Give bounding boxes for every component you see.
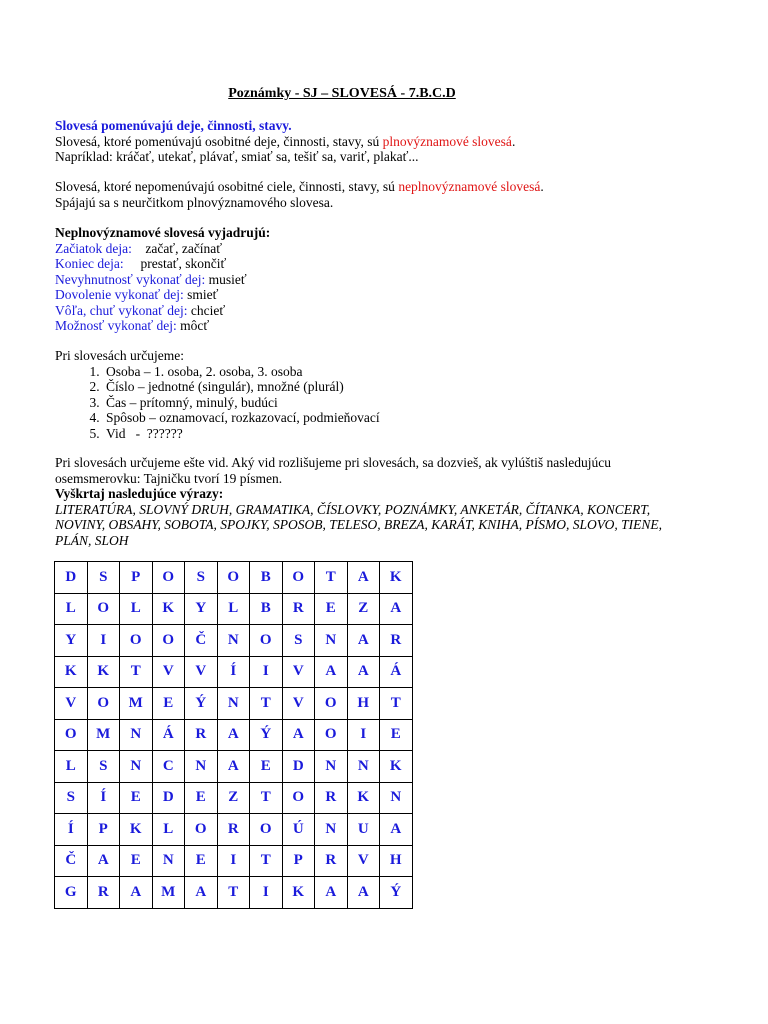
grid-cell[interactable]: A (185, 877, 218, 909)
grid-cell[interactable]: Z (217, 782, 250, 814)
grid-cell[interactable]: V (55, 688, 88, 720)
word-search-grid (54, 561, 413, 909)
grid-cell[interactable]: K (120, 814, 153, 846)
grid-cell[interactable]: O (315, 719, 348, 751)
grid-cell[interactable]: P (120, 562, 153, 594)
grid-cell[interactable]: N (217, 625, 250, 657)
grid-cell[interactable]: N (152, 845, 185, 877)
grid-cell[interactable]: M (120, 688, 153, 720)
grid-row (55, 625, 413, 657)
grid-cell[interactable]: S (55, 782, 88, 814)
grid-cell[interactable]: I (250, 656, 283, 688)
grid-cell[interactable]: A (315, 656, 348, 688)
grid-cell[interactable]: E (380, 719, 413, 751)
grid-cell[interactable]: V (282, 688, 315, 720)
grid-cell[interactable]: A (87, 845, 120, 877)
modal-item-label: Koniec deja: (55, 256, 124, 271)
grid-cell[interactable]: R (282, 593, 315, 625)
grid-cell[interactable]: G (55, 877, 88, 909)
grid-cell[interactable]: V (152, 656, 185, 688)
intro-line-1: Slovesá, ktoré pomenúvajú osobitné deje, činnosti, stavy, sú plnovýznamové slovesá. (55, 133, 516, 149)
grid-cell[interactable]: T (380, 688, 413, 720)
modal-item-label: Vôľa, chuť vykonať dej: (55, 302, 188, 318)
grid-cell[interactable]: B (250, 562, 283, 594)
words-line-3: PLÁN, SLOH (55, 532, 129, 548)
grid-cell[interactable]: Y (185, 593, 218, 625)
grid-row (55, 877, 413, 909)
categories-intro: Pri slovesách určujeme: (55, 348, 184, 363)
grid-cell[interactable]: N (120, 719, 153, 751)
grid-cell[interactable]: S (282, 625, 315, 657)
grid-cell[interactable]: V (282, 656, 315, 688)
grid-cell[interactable]: Á (152, 719, 185, 751)
grid-cell[interactable]: L (55, 751, 88, 783)
grid-cell[interactable]: L (55, 593, 88, 625)
modal-item (55, 287, 735, 303)
grid-cell[interactable]: O (282, 562, 315, 594)
grid-cell[interactable]: S (87, 751, 120, 783)
intro-heading: Slovesá pomenúvajú deje, činnosti, stavy. (55, 118, 292, 133)
grid-cell[interactable]: O (120, 625, 153, 657)
grid-cell[interactable]: Ý (250, 719, 283, 751)
grid-cell[interactable]: D (282, 751, 315, 783)
grid-cell[interactable]: Č (55, 845, 88, 877)
grid-row (55, 593, 413, 625)
modal-item (55, 303, 735, 319)
grid-cell[interactable]: A (282, 719, 315, 751)
grid-cell[interactable]: N (315, 625, 348, 657)
grid-cell[interactable]: K (380, 562, 413, 594)
grid-cell[interactable]: S (185, 562, 218, 594)
grid-cell[interactable]: K (282, 877, 315, 909)
grid-cell[interactable]: O (250, 814, 283, 846)
modal-item-label: Možnosť vykonať dej: (55, 318, 177, 333)
grid-row (55, 688, 413, 720)
puzzle-section (55, 455, 735, 548)
grid-cell[interactable]: I (347, 719, 380, 751)
grid-cell[interactable]: A (315, 877, 348, 909)
grid-cell[interactable]: A (347, 625, 380, 657)
grid-row (55, 845, 413, 877)
grid-cell[interactable]: Z (347, 593, 380, 625)
grid-cell[interactable]: A (347, 562, 380, 594)
grid-cell[interactable]: T (315, 562, 348, 594)
modal-item-value: chcieť (187, 302, 226, 318)
grid-cell[interactable]: E (185, 782, 218, 814)
grid-cell[interactable]: I (87, 625, 120, 657)
grid-cell[interactable]: N (217, 688, 250, 720)
modal-heading: Neplnovýznamové slovesá vyjadrujú: (55, 225, 271, 240)
grid-cell[interactable]: A (347, 656, 380, 688)
secondary-line-1: Slovesá, ktoré nepomenúvajú osobitné ciele, činnosti, stavy, sú neplnovýznamové slovesá. (55, 179, 544, 194)
grid-cell[interactable]: U (347, 814, 380, 846)
grid-row (55, 814, 413, 846)
grid-cell[interactable]: R (217, 814, 250, 846)
grid-cell[interactable]: Í (217, 656, 250, 688)
modal-item (55, 241, 735, 257)
grid-cell[interactable]: K (55, 656, 88, 688)
grid-cell[interactable]: Č (185, 625, 218, 657)
secondary-section (55, 179, 735, 210)
grid-cell[interactable]: T (217, 877, 250, 909)
grid-cell[interactable]: S (87, 562, 120, 594)
grid-cell[interactable]: E (315, 593, 348, 625)
grid-cell[interactable]: P (282, 845, 315, 877)
grid-cell[interactable]: Ú (282, 814, 315, 846)
grid-cell[interactable]: A (217, 751, 250, 783)
grid-cell[interactable]: O (250, 625, 283, 657)
grid-cell[interactable]: Ý (185, 688, 218, 720)
grid-cell[interactable]: A (217, 719, 250, 751)
grid-cell[interactable]: C (152, 751, 185, 783)
intro-line-2: Napríklad: kráčať, utekať, plávať, smiať sa, tešiť sa, variť, plakať... (55, 149, 419, 164)
grid-cell[interactable]: E (185, 845, 218, 877)
modal-item (55, 272, 735, 288)
grid-row (55, 562, 413, 594)
grid-cell[interactable]: I (217, 845, 250, 877)
categories-list (55, 364, 735, 442)
puzzle-heading: Vyškrtaj nasledujúce výrazy: (55, 486, 224, 501)
grid-cell[interactable]: E (120, 845, 153, 877)
secondary-line-2: Spájajú sa s neurčitkom plnovýznamového slovesa. (55, 194, 334, 210)
grid-cell[interactable]: A (380, 814, 413, 846)
grid-cell[interactable]: H (380, 845, 413, 877)
modal-item-label: Začiatok deja: (55, 240, 132, 256)
puzzle-line-2: osemsmerovku: Tajničku tvorí 19 písmen. (55, 470, 283, 486)
grid-cell[interactable]: O (315, 688, 348, 720)
grid-cell[interactable]: V (185, 656, 218, 688)
modal-item-value: prestať, skončiť (123, 256, 227, 271)
grid-row (55, 782, 413, 814)
grid-cell[interactable]: O (152, 562, 185, 594)
modal-item-value: smieť (183, 287, 219, 302)
category-item: 2. Číslo – jednotné (singulár), množné (plurál) (103, 379, 735, 395)
grid-cell[interactable]: N (380, 782, 413, 814)
grid-cell[interactable]: O (87, 688, 120, 720)
grid-cell[interactable]: A (347, 877, 380, 909)
grid-cell[interactable]: K (87, 656, 120, 688)
grid-cell[interactable]: R (87, 877, 120, 909)
words-line-2: NOVINY, OBSAHY, SOBOTA, SPOJKY, SPOSOB, TELESO, BREZA, KARÁT, KNIHA, PÍSMO, SLOVO, TIENE, (55, 517, 662, 532)
grid-cell[interactable]: L (120, 593, 153, 625)
grid-cell[interactable]: E (152, 688, 185, 720)
grid-cell[interactable]: I (250, 877, 283, 909)
grid-cell[interactable]: B (250, 593, 283, 625)
grid-cell[interactable]: R (315, 845, 348, 877)
grid-cell[interactable]: E (250, 751, 283, 783)
modal-item-label: Dovolenie vykonať dej: (55, 287, 184, 302)
grid-cell[interactable]: K (152, 593, 185, 625)
grid-cell[interactable]: L (217, 593, 250, 625)
grid-cell[interactable]: N (315, 814, 348, 846)
grid-cell[interactable]: N (347, 751, 380, 783)
grid-cell[interactable]: O (87, 593, 120, 625)
grid-cell[interactable]: N (185, 751, 218, 783)
category-item: 3. Čas – prítomný, minulý, budúci (103, 395, 735, 411)
grid-cell[interactable]: M (87, 719, 120, 751)
modal-section (55, 225, 735, 334)
grid-cell[interactable]: Í (55, 814, 88, 846)
grid-cell[interactable]: R (185, 719, 218, 751)
grid-row (55, 719, 413, 751)
modal-item (55, 256, 735, 272)
grid-cell[interactable]: Y (55, 625, 88, 657)
modal-list (55, 241, 735, 334)
grid-cell[interactable]: D (55, 562, 88, 594)
grid-cell[interactable]: Ý (380, 877, 413, 909)
grid-cell[interactable]: R (380, 625, 413, 657)
category-item: 4. Spôsob – oznamovací, rozkazovací, podmieňovací (103, 410, 735, 426)
grid-cell[interactable]: O (217, 562, 250, 594)
auxiliary-verbs-term: neplnovýznamové slovesá (398, 179, 541, 194)
intro-section (55, 118, 735, 165)
grid-row (55, 656, 413, 688)
categories-section (55, 348, 735, 441)
category-item: 1. Osoba – 1. osoba, 2. osoba, 3. osoba (103, 364, 735, 380)
grid-cell[interactable]: K (347, 782, 380, 814)
grid-cell[interactable]: R (315, 782, 348, 814)
grid-cell[interactable]: D (152, 782, 185, 814)
grid-cell[interactable]: K (380, 751, 413, 783)
grid-cell[interactable]: T (250, 688, 283, 720)
grid-cell[interactable]: V (347, 845, 380, 877)
modal-item-value: môcť (176, 318, 210, 333)
grid-cell[interactable]: E (120, 782, 153, 814)
grid-cell[interactable]: Í (87, 782, 120, 814)
grid-cell[interactable]: O (282, 782, 315, 814)
grid-cell[interactable]: O (152, 625, 185, 657)
grid-cell[interactable]: M (152, 877, 185, 909)
full-meaning-verbs-term: plnovýznamové slovesá (382, 133, 512, 149)
modal-item-value: začať, začínať (131, 240, 223, 256)
words-line-1: LITERATÚRA, SLOVNÝ DRUH, GRAMATIKA, ČÍSLOVKY, POZNÁMKY, ANKETÁR, ČÍTANKA, KONCERT, (55, 501, 651, 517)
grid-cell[interactable]: T (120, 656, 153, 688)
grid-cell[interactable]: A (380, 593, 413, 625)
grid-cell[interactable]: T (250, 845, 283, 877)
category-item: 5. Vid - ?????? (103, 426, 735, 442)
page-title: Poznámky - SJ – SLOVESÁ - 7.B.C.D (228, 86, 456, 101)
puzzle-line-1: Pri slovesách určujeme ešte vid. Aký vid rozlišujeme pri slovesách, sa dozvieš, ak vylúštiš nasledujúcu (55, 455, 612, 470)
grid-cell[interactable]: P (87, 814, 120, 846)
modal-item-value: musieť (205, 271, 247, 287)
grid-cell[interactable]: N (120, 751, 153, 783)
grid-cell[interactable]: N (315, 751, 348, 783)
grid-cell[interactable]: Á (380, 656, 413, 688)
grid-cell[interactable]: O (55, 719, 88, 751)
grid-cell[interactable]: O (185, 814, 218, 846)
grid-row (55, 751, 413, 783)
grid-cell[interactable]: L (152, 814, 185, 846)
grid-cell[interactable]: H (347, 688, 380, 720)
grid-cell[interactable]: T (250, 782, 283, 814)
grid-cell[interactable]: A (120, 877, 153, 909)
modal-item-label: Nevyhnutnosť vykonať dej: (55, 271, 206, 287)
modal-item (55, 318, 735, 334)
